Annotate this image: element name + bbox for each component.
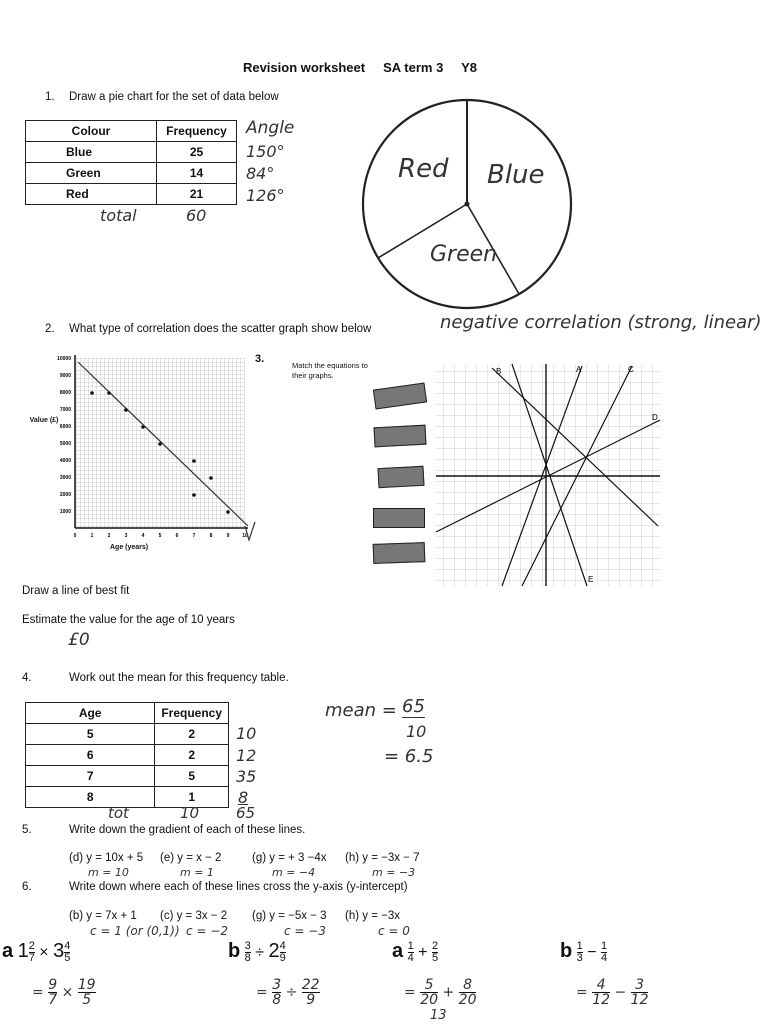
angle-value: 84° [246,164,275,183]
y-tick-label: 4000 [59,458,71,464]
equals-sign: = [404,984,416,1001]
y-tick-label: 7000 [59,407,71,413]
mean-result: = 6.5 [384,746,434,767]
numerator: 4 [592,978,610,993]
scatter-point [192,459,196,463]
x-tick-label: 8 [209,533,213,539]
x-tick-label: 5 [158,533,162,539]
y-tick-label: 2000 [59,492,71,498]
table-cell: 8 [26,787,155,808]
fraction-problem-3 [392,940,438,964]
numerator: 4 [279,940,286,953]
total-value: 60 [186,206,207,225]
page-title: Revision worksheet SA term 3 Y8 [242,60,478,75]
denominator: 12 [592,992,611,1008]
q3-number: 3. [255,353,265,365]
scatter-point [124,408,128,412]
fraction [420,978,438,1007]
numerator: 4 [64,940,71,953]
estimate-answer: £0 [68,630,90,650]
denominator: 4 [601,952,608,965]
gradient-answer: m = 1 [180,866,214,879]
q3-text: Match the equations to their graphs. [292,361,368,380]
scatter-point [141,425,145,429]
table-header: Frequency [155,703,229,724]
q5-text: Write down the gradient of each of these lines. [69,824,306,836]
intercept-answer: c = −2 [186,924,228,938]
table-cell: Blue [26,142,157,163]
table-header: Colour [26,121,157,142]
problem-label: a [392,940,404,962]
numerator: 1 [407,940,414,953]
gradient-answer: m = −3 [372,866,416,879]
fraction-working-2 [256,978,320,1007]
y-tick-label: 9000 [59,373,71,379]
product-value: 8 [238,788,249,807]
fraction [592,978,610,1007]
fraction-working-3 [404,978,476,1007]
gradient-equation: (e) y = x − 2 [160,852,222,864]
fraction [432,941,438,964]
numerator: 22 [301,977,320,993]
scatter-point [226,510,230,514]
equals-sign: = [576,984,588,1001]
scatter-point [107,391,111,395]
numerator: 1 [576,940,583,953]
operator: − [614,984,627,1001]
total-frequency: 10 [180,804,200,822]
fraction [280,941,286,964]
intercept-equation: (h) y = −3x [345,910,400,922]
gradient-answer: m = −4 [272,866,316,879]
denominator: 8 [272,992,282,1008]
graph-line-label: B [496,367,502,376]
table-row [26,745,229,766]
mean-label: mean = [325,700,397,721]
denominator: 7 [28,952,35,965]
denominator: 20 [420,992,439,1008]
q2-number: 2. [45,323,55,335]
age-frequency-table [25,702,229,808]
x-tick-label: 4 [141,533,145,539]
table-cell: 5 [26,724,155,745]
fraction [459,978,477,1007]
equation-card [373,382,427,409]
estimate-instruction: Estimate the value for the age of 10 years [22,614,235,626]
table-header: Frequency [157,121,237,142]
equation-card [373,542,426,564]
fraction [601,941,607,964]
y-tick-label: 8000 [59,390,71,396]
total-label: total [100,206,137,225]
problem-label: b [560,940,573,962]
operator: ÷ [255,944,265,961]
table-cell: 14 [157,163,237,184]
gradient-answer: m = 10 [88,866,129,879]
operator: − [587,944,597,961]
y-tick-labels [57,356,71,515]
whole-number: 2 [268,940,280,962]
pie-label-blue: Blue [487,160,545,190]
fraction [64,941,70,964]
y-tick-label: 3000 [59,475,71,481]
graph-line-label: E [588,575,594,584]
fraction-problem-1 [2,940,70,964]
pie-label-red: Red [398,154,449,184]
pie-chart [355,98,585,310]
operator: ÷ [285,984,298,1001]
denominator: 12 [630,992,649,1008]
fraction [631,978,649,1007]
table-cell: 1 [155,787,229,808]
numerator: 9 [48,977,58,993]
numerator: 8 [459,978,477,993]
table-cell: 5 [155,766,229,787]
x-tick-label: 9 [226,533,230,539]
denominator: 3 [576,952,583,965]
colour-frequency-table [25,120,237,205]
gradient-equation: (h) y = −3x − 7 [345,852,420,864]
x-tick-label: 10 [242,533,248,539]
q2-text: What type of correlation does the scatter graph show below [69,323,372,335]
product-value: 35 [236,767,257,786]
x-tick-labels [74,533,248,539]
graph-line-label: D [652,413,658,422]
fraction-working-1 [32,978,96,1007]
angle-header: Angle [246,118,295,138]
numerator: 2 [28,940,35,953]
table-cell: 2 [155,724,229,745]
x-tick-label: 6 [175,533,179,539]
pie-label-green: Green [430,242,498,267]
table-cell: 21 [157,184,237,205]
denominator: 7 [48,992,58,1008]
q4-text: Work out the mean for this frequency table. [69,672,289,684]
table-cell: 2 [155,745,229,766]
intercept-equation: (c) y = 3x − 2 [160,910,228,922]
numerator: 3 [272,977,282,993]
equation-card [374,425,427,448]
scatter-point [158,442,162,446]
x-tick-label: 0 [73,533,77,539]
denominator: 9 [279,952,286,965]
gradient-equation: (d) y = 10x + 5 [69,852,144,864]
numerator: 3 [244,940,251,953]
intercept-equation: (b) y = 7x + 1 [69,910,137,922]
fraction-problem-2 [228,940,286,964]
table-row [26,142,237,163]
y-tick-label: 6000 [59,424,71,430]
q6-text: Write down where each of these lines cross the y-axis (y-intercept) [69,881,408,893]
problem-label: a [2,940,14,962]
numerator: 2 [431,940,439,953]
fraction-problem-4 [560,940,607,964]
best-fit-instruction: Draw a line of best fit [22,585,130,597]
q4-number: 4. [22,672,32,684]
equation-card [373,508,425,528]
y-tick-label: 10000 [57,356,71,362]
denominator: 9 [306,992,316,1008]
scatter-point [90,391,94,395]
y-tick-label: 1000 [59,509,71,515]
problem-label: b [228,940,241,962]
mean-numerator: 65 [402,696,425,717]
graph-grid [436,364,660,586]
table-cell: 6 [26,745,155,766]
linear-graphs [432,360,662,588]
scatter-point [209,476,213,480]
numerator: 5 [420,978,438,993]
total-label: tot [108,804,129,822]
table-cell: Red [26,184,157,205]
fraction [302,978,320,1007]
gradient-equation: (g) y = + 3 −4x [252,852,327,864]
table-row [26,766,229,787]
numerator: 3 [631,978,649,993]
total-product: 65 [236,804,256,822]
product-value: 12 [236,746,257,765]
denominator: 8 [244,952,251,965]
whole-number: 3 [53,940,65,962]
x-tick-label: 3 [124,533,128,539]
equals-sign: = [256,984,268,1001]
table-cell: Green [26,163,157,184]
equals-sign: = [32,984,44,1001]
fraction [48,978,57,1007]
angle-value: 150° [246,142,285,161]
fraction [29,941,35,964]
scatter-xlabel: Age (years) [110,544,149,551]
operator: × [61,984,74,1001]
denominator: 5 [431,952,439,965]
intercept-equation: (g) y = −5x − 3 [252,910,327,922]
table-cell: 7 [26,766,155,787]
table-header: Age [26,703,155,724]
intercept-answer: c = 1 (or (0,1)) [90,924,180,938]
scatter-ylabel: Value (£) [29,417,59,424]
q6-number: 6. [22,881,32,893]
q1-text: Draw a pie chart for the set of data below [69,91,279,103]
denominator: 20 [458,992,477,1008]
equation-card [378,466,425,488]
q1-number: 1. [45,91,55,103]
fraction-working-4 [576,978,648,1007]
product-value: 10 [236,724,257,743]
whole-number: 1 [17,940,29,962]
denominator: 4 [407,952,414,965]
denominator: 5 [82,992,92,1008]
fraction [272,978,281,1007]
mean-denominator: 10 [406,722,427,741]
angle-value: 126° [246,186,285,205]
scatter-graph [40,350,265,545]
graph-line-label: A [576,365,582,374]
denominator: 5 [64,952,71,965]
x-tick-label: 2 [107,533,111,539]
table-header-row [26,703,229,724]
y-tick-label: 5000 [59,441,71,447]
pie-centre [465,202,470,207]
q2-answer: negative correlation (strong, linear) [440,312,762,333]
fraction [408,941,414,964]
x-tick-label: 1 [90,533,94,539]
x-tick-label: 7 [192,533,196,539]
intercept-answer: c = 0 [378,924,410,938]
intercept-answer: c = −3 [284,924,326,938]
fraction [245,941,251,964]
numerator: 19 [77,977,96,993]
table-cell: 25 [157,142,237,163]
table-header-row [26,121,237,142]
scatter-point [192,493,196,497]
operator: × [39,944,49,961]
table-row [26,184,237,205]
fraction [577,941,583,964]
operator: + [418,944,428,961]
operator: + [442,984,455,1001]
fraction [78,978,96,1007]
numerator: 1 [601,940,608,953]
graph-line-label: C [628,365,634,374]
table-row [26,724,229,745]
q5-number: 5. [22,824,32,836]
fraction-working-3-bottom: 13 [430,1008,447,1023]
table-row [26,163,237,184]
